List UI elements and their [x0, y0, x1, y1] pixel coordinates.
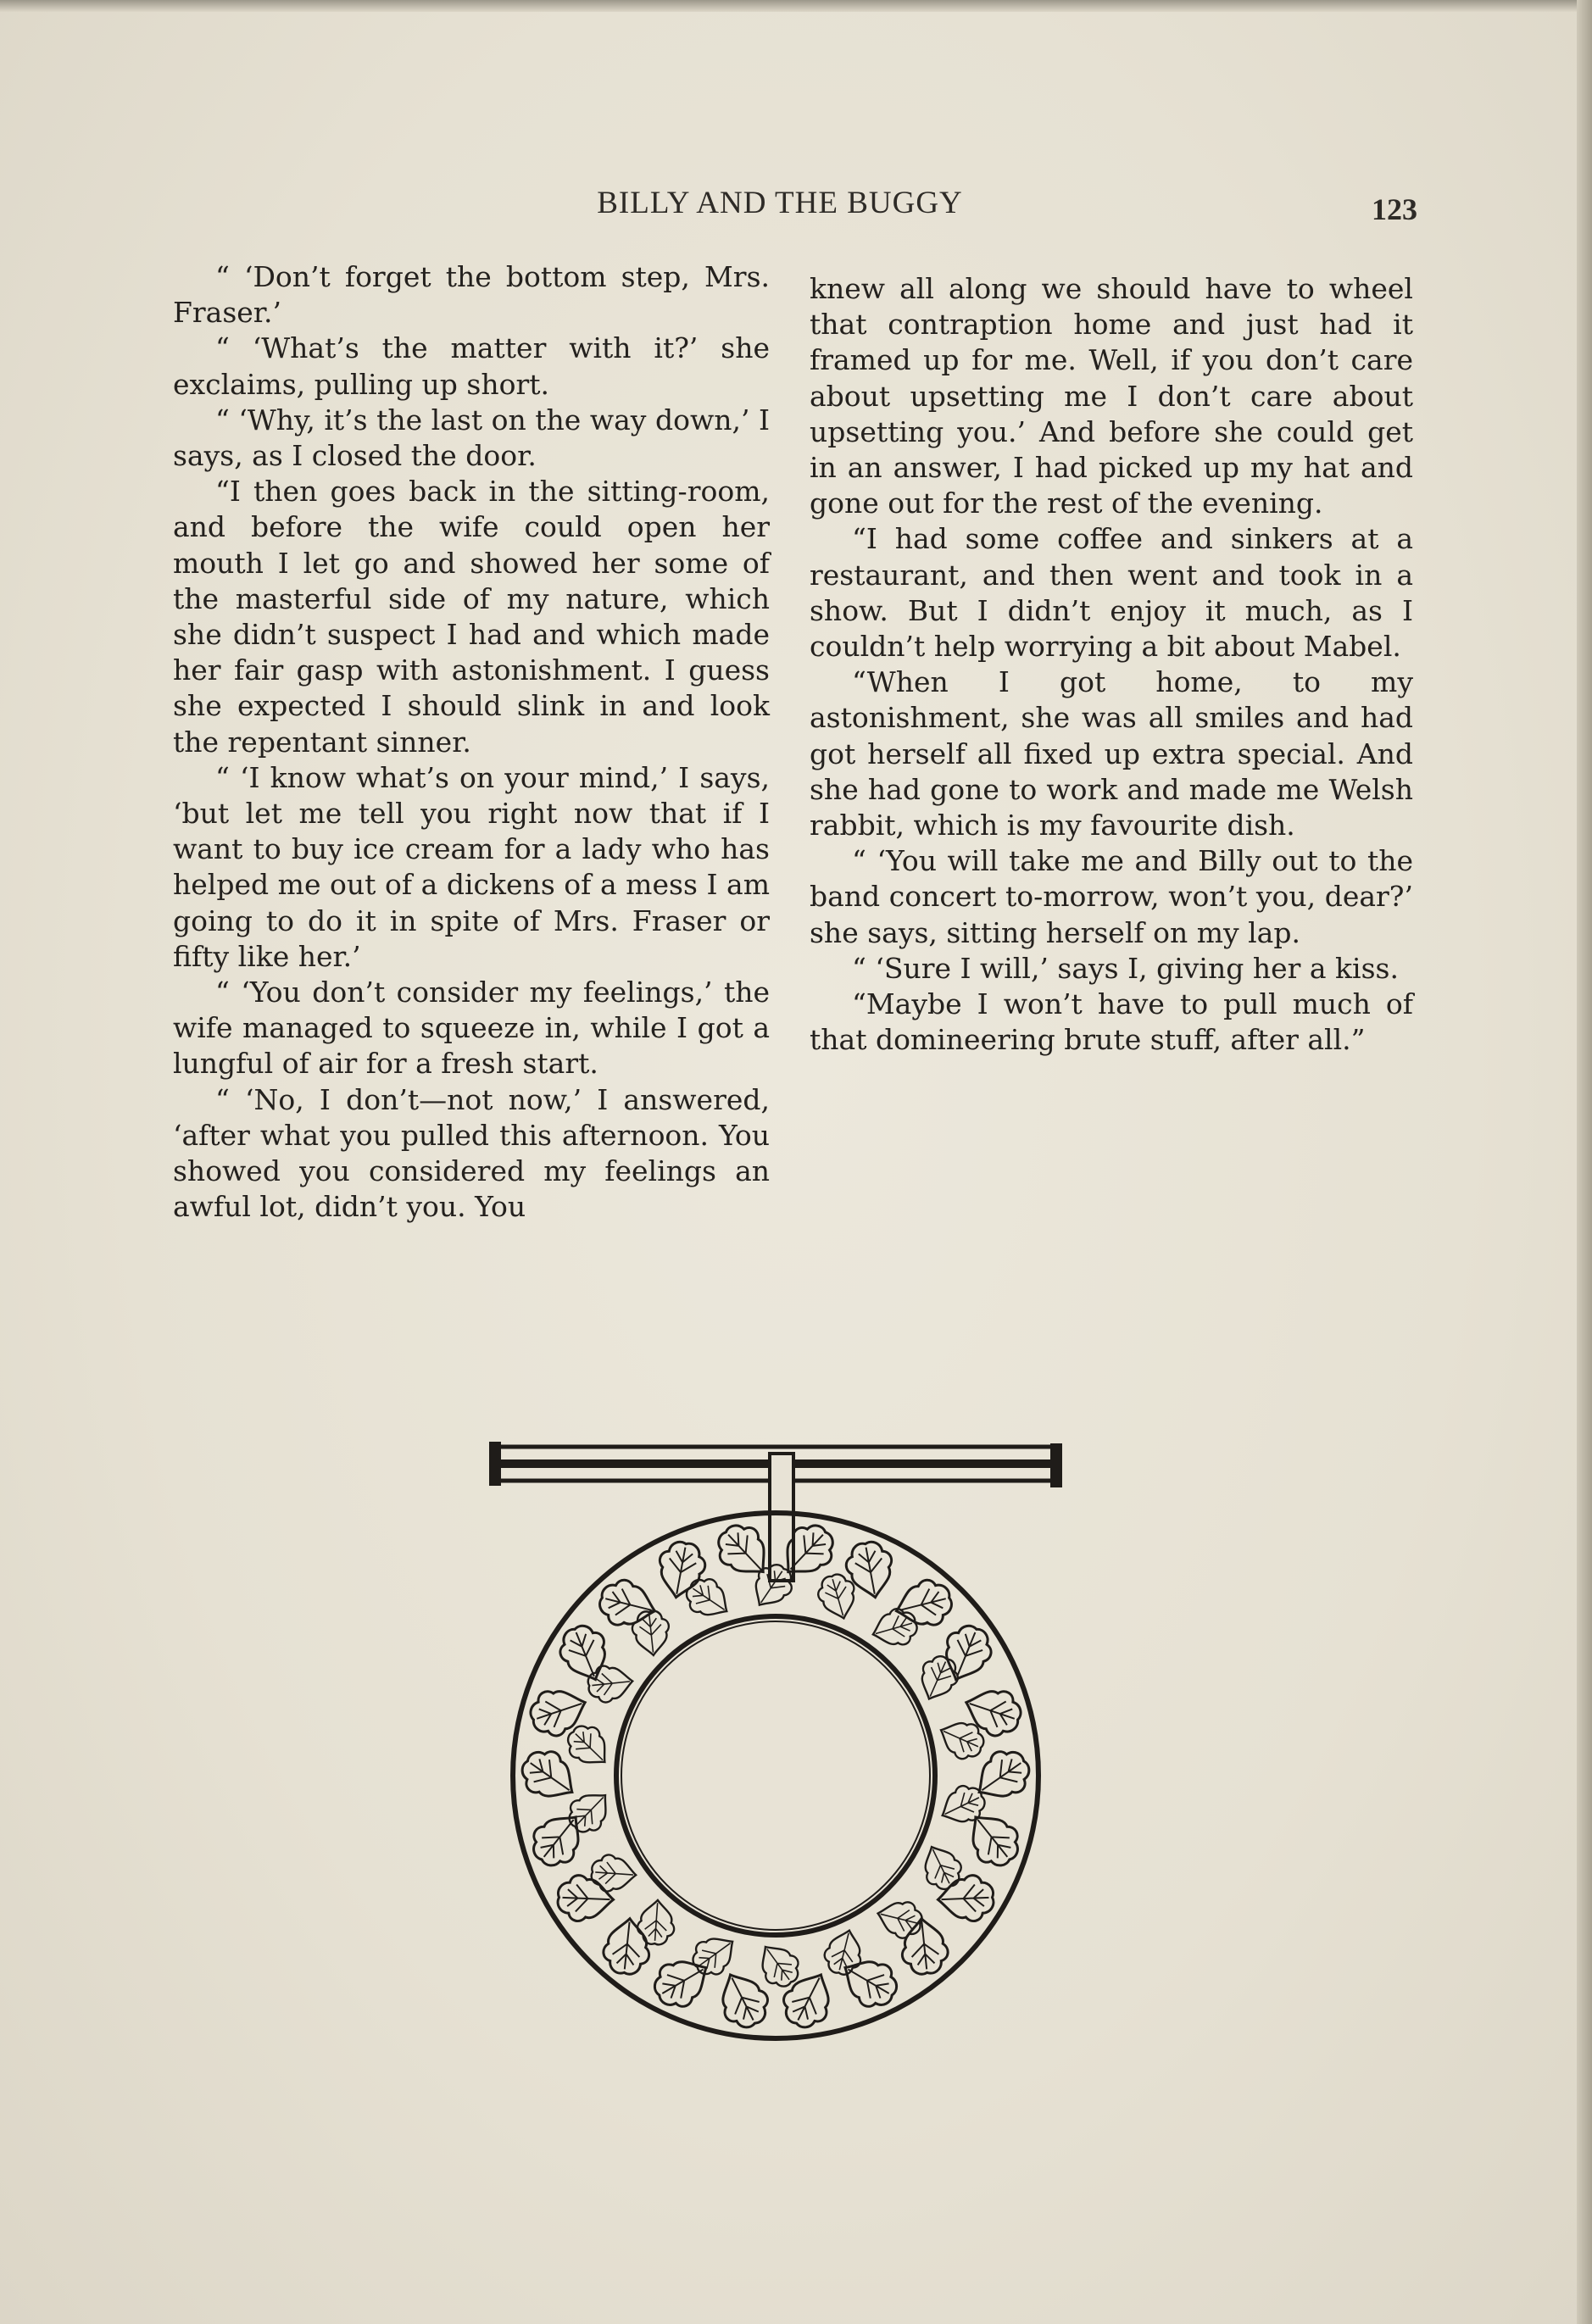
wreath-leaf — [821, 1926, 866, 1977]
wreath-leaf — [591, 1854, 637, 1893]
wreath-leaf — [843, 1539, 898, 1602]
paragraph: “I then goes back in the sitting-room, and before the wife could open her mouth I let go and showed her some of the masterful side of my nature, which she didn’t suspect I had and which made her fair gasp with astonishment. I guess she expected I should slink in and look the repentant sinner. — [173, 475, 770, 759]
wreath-leaf — [587, 1663, 634, 1704]
wreath-leaf — [654, 1539, 709, 1602]
paragraph: “ ‘Don’t forget the bottom step, Mrs. Fraser.’ — [173, 260, 770, 330]
wreath-leaf — [933, 1714, 988, 1765]
paragraph: “ ‘No, I don’t—not now,’ I answered, ‘after what you pulled this afternoon. You showed you considered my feelings an awful lot, didn’t you. You — [173, 1082, 770, 1224]
wreath-leaf — [680, 1571, 737, 1626]
wreath-leaf — [750, 1936, 806, 1993]
wreath-leaf — [557, 1875, 614, 1922]
wreath-leaf — [891, 1576, 955, 1633]
paragraph: “ ‘Why, it’s the last on the way down,’ I says, as I closed the door. — [173, 403, 770, 473]
wreath-leaf — [868, 1604, 921, 1652]
running-head: BILLY AND THE BUGGY — [597, 186, 963, 220]
paragraph: “I had some coffee and sinkers at a restaurant, and then went and took in a show. But I didn’t enjoy it much, as I couldn’t help worrying a bit about Mabel. — [810, 522, 1413, 664]
left-column — [173, 259, 770, 1225]
wreath-leaf — [873, 1896, 925, 1942]
wreath-leaf — [814, 1571, 861, 1623]
wreath-leaf — [560, 1718, 617, 1775]
wreath-leaf — [631, 1610, 671, 1657]
wreath-leaf — [601, 1916, 652, 1976]
page-spine-edge — [1577, 0, 1592, 2324]
paragraph: “When I got home, to my astonishment, she was all smiles and had got herself all fixed up extra special. And she had gone to work and made me Welsh rabbit, which is my favourite dish. — [810, 665, 1413, 842]
wreath-leaf — [937, 1875, 994, 1922]
paragraph: “Maybe I won’t have to pull much of that domineering brute stuff, after all.” — [810, 987, 1413, 1057]
wreath — [513, 1513, 1038, 2038]
paragraph: “ ‘You will take me and Billy out to the band concert to-morrow, won’t you, dear?’ she says, sitting herself on my lap. — [810, 844, 1413, 949]
wreath-leaf — [637, 1899, 676, 1945]
paragraph: “ ‘What’s the matter with it?’ she exclaims, pulling up short. — [173, 331, 770, 401]
paragraph: knew all along we should have to wheel that contraption home and just had it framed up for me. Well, if you don’t care about upsetting me I don’t care about upsetting you.’ And before she could get in an answer, I had picked up my hat and gone out for the rest of the evening. — [810, 272, 1413, 520]
page-top-edge — [0, 0, 1592, 12]
wreath-leaf — [526, 1681, 593, 1742]
page-number: 123 — [1372, 192, 1417, 226]
paragraph: “ ‘I know what’s on your mind,’ I says, ‘but let me tell you right now that if I want to buy ice cream for a lady who has helped me out of a dickens of a mess I am going to do it in spite of Mrs. Fraser or fifty like her.’ — [173, 760, 770, 973]
paragraph: “ ‘Sure I will,’ says I, giving her a kiss. — [852, 951, 1399, 985]
wreath-leaf — [916, 1839, 968, 1895]
right-column — [810, 271, 1413, 1058]
wreath-leaf — [959, 1681, 1026, 1742]
wreath-leaf — [899, 1916, 949, 1976]
wreath-leaf — [523, 1803, 593, 1875]
wreath-leaf — [833, 1948, 905, 2015]
paragraph: “ ‘You don’t consider my feelings,’ the wife managed to squeeze in, while I got a lungful of air for a fresh start. — [173, 976, 770, 1081]
hanging-wreath-icon — [487, 1437, 1064, 2047]
wreath-leaf — [966, 1742, 1038, 1811]
wreath-leaf — [958, 1803, 1028, 1875]
